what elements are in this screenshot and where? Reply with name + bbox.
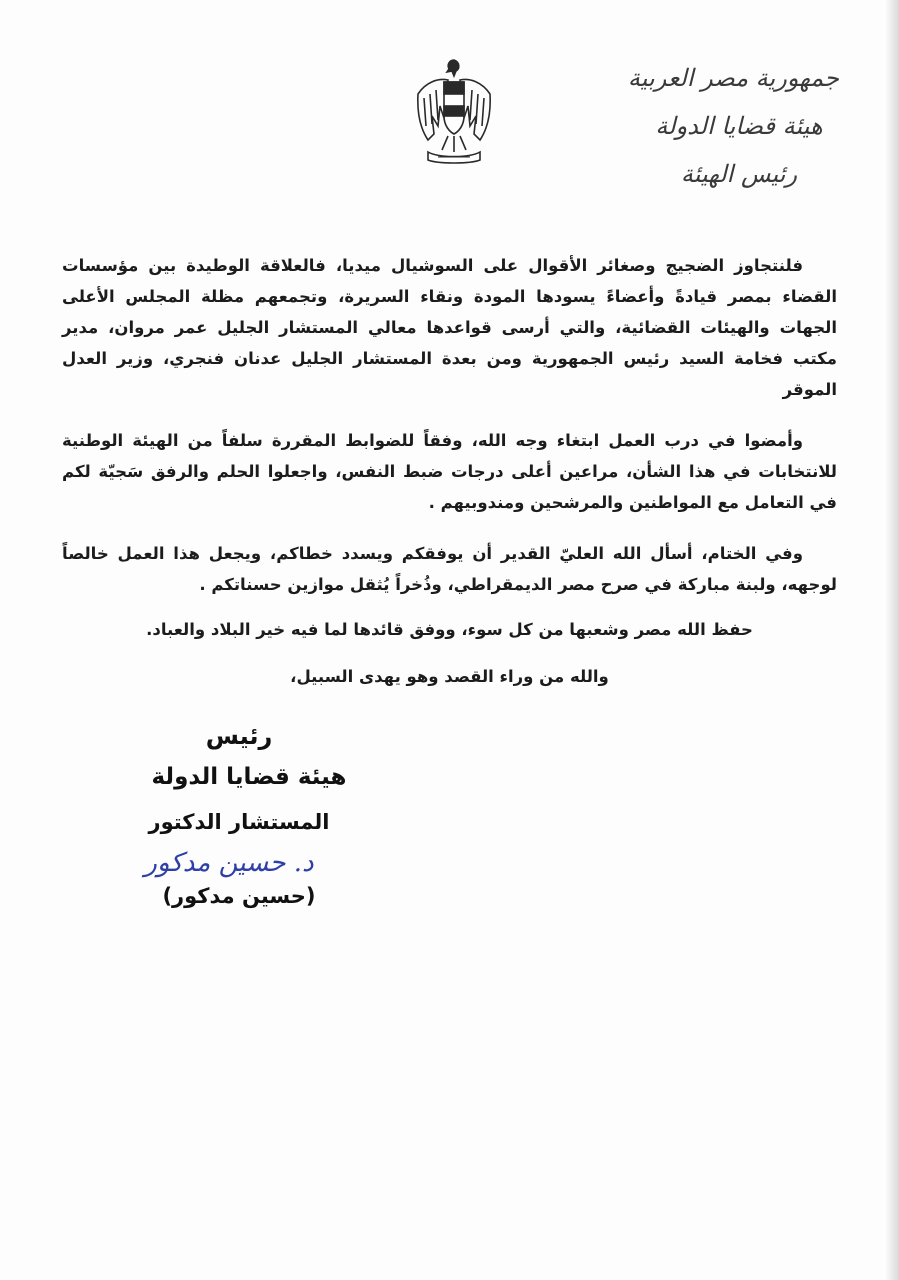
signature-rank: المستشار الدكتور — [148, 810, 330, 834]
letter-body — [62, 250, 837, 620]
letterhead-office: رئيس الهيئة — [680, 160, 798, 188]
letterhead-authority: هيئة قضايا الدولة — [655, 112, 823, 140]
body-paragraph-2: وأمضوا في درب العمل ابتغاء وجه الله، وفقاً للضوابط المقررة سلفاً من الهيئة الوطنية للانتخابات في هذا الشأن، مراعين أعلى درجات ضبط النفس، واجعلوا الحلم والرفق سَجيّة لكم في التعامل مع المواطنين والمرشحين ومندوبيهم . — [62, 431, 837, 512]
signature-organization: هيئة قضايا الدولة — [151, 764, 347, 790]
body-paragraph-1: فلنتجاوز الضجيج وصغائر الأقوال على السوشيال ميديا، فالعلاقة الوطيدة بين مؤسسات القضاء بمصر قيادةً وأعضاءً يسودها المودة ونقاء السريرة، وتجمعهم مظلة المجلس الأعلى الجهات والهيئات القضائية، والتي أرسى قواعدها معالي المستشار الجليل عمر مروان، مدير مكتب فخامة السيد رئيس الجمهورية ومن بعدة المستشار الجليل عدنان فنجري، وزير العدل الموقر — [62, 256, 837, 399]
handwritten-signature: د. حسين مدكور — [144, 848, 314, 878]
body-paragraph-3: وفي الختام، أسأل الله العليّ القدير أن يوفقكم ويسدد خطاكم، ويجعل هذا العمل خالصاً لوجهه، ولبنة مباركة في صرح مصر الديمقراطي، وذُخراً يُثقل موازين حسناتكم . — [62, 544, 837, 594]
closing-salutation: والله من وراء القصد وهو يهدى السبيل، — [290, 667, 609, 686]
closing-prayer: حفظ الله مصر وشعبها من كل سوء، ووفق قائدها لما فيه خير البلاد والعباد. — [146, 620, 753, 639]
letterhead-country: جمهورية مصر العربية — [627, 64, 839, 92]
egypt-eagle-emblem-icon — [414, 54, 494, 166]
letterhead — [627, 54, 839, 198]
signature-name: (حسين مدكور) — [162, 884, 316, 908]
signature-title: رئيس — [205, 722, 273, 750]
